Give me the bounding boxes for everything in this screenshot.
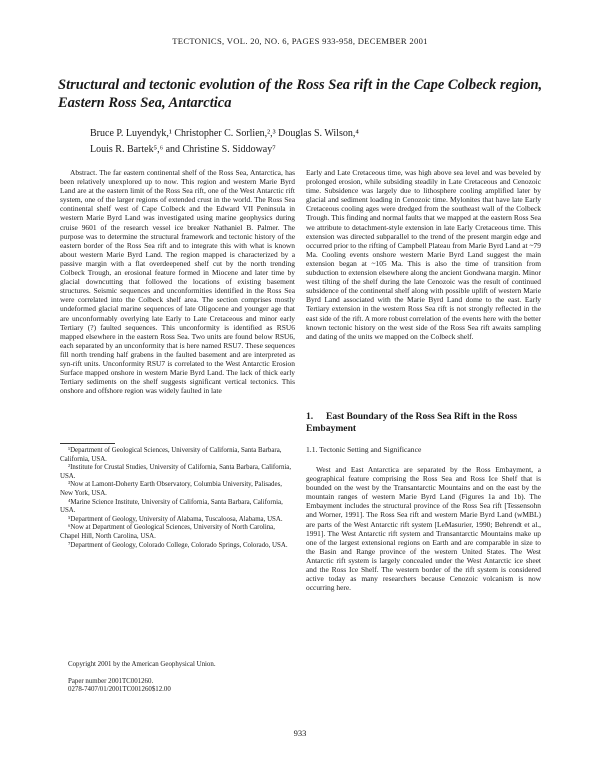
author-line-1: Bruce P. Luyendyk,¹ Christopher C. Sorlien,²,³ Douglas S. Wilson,⁴	[90, 128, 359, 139]
journal-header: TECTONICS, VOL. 20, NO. 6, PAGES 933-958, DECEMBER 2001	[172, 36, 428, 46]
subsection-heading: 1.1. Tectonic Setting and Significance	[306, 445, 422, 454]
footnote: ³Now at Lamont-Doherty Earth Observatory, Columbia University, Palisades, New York, USA.	[60, 481, 282, 497]
abstract-column	[60, 168, 295, 395]
abstract-label: Abstract.	[70, 168, 98, 177]
section-body-column	[306, 465, 541, 592]
author-list	[90, 126, 540, 158]
footnote: ⁵Department of Geology, University of Alabama, Tuscaloosa, Alabama, USA.	[68, 515, 283, 523]
paper-title: Structural and tectonic evolution of the Ross Sea rift in the Cape Colbeck region, Eastern Ross Sea, Antarctica	[58, 77, 543, 111]
abstract-text: The far eastern continental shelf of the Ross Sea, Antarctica, has been relatively unexplored up to now. This region and western Marie Byrd Land are at the eastern limit of the Ross Sea rift, one of the West Antarctic rift system, one of the larger regions of extended crust in the world. The Ross Sea continental shelf west of Cape Colbeck and the Edward VII Peninsula in western Marie Byrd Land was investigated using marine geophysics during cruise 9601 of the research vessel ice breaker Nathaniel B. Palmer. The purpose was to determine the structural framework and tectonic history of the eastern border of the Ross Sea rift and to integrate this with what is known about western Marie Byrd Land. The region mapped is characterized by a passive margin with a flat overdeepened shelf cut by the north trending Colbeck Trough, an erosional feature formed in Miocene and later time by glacial downcutting that followed the locations of existing basement structures. Seismic sequences and unconformities identified in the Ross Sea were correlated into the Colbeck shelf area. The section comprises mostly undeformed glacial marine sequences of late Oligocene and younger age that are unconformably overlying late Early to Late Cretaceous and minor early Tertiary (?) faulted sequences. This unconformity is identified as RSU6 mapped elsewhere in the eastern Ross Sea. Two units are found below RSU6, each separated by an unconformity that is here named RSU7. These sequences fill north trending half grabens in the faulted basement and are interpreted as syn-rift units. Unconformity RSU7 is correlated to the West Antarctic Erosion Surface mapped onshore in western Marie Byrd Land. The lack of thick early Tertiary sediments on the shelf suggests significant vertical tectonics. This onshore and offshore region was widely faulted in late	[60, 168, 295, 396]
abstract-paragraph	[60, 168, 295, 395]
footnote: ⁴Marine Science Institute, University of California, Santa Barbara, California, USA.	[60, 498, 283, 515]
copyright-notice: Copyright 2001 by the American Geophysical Union.	[68, 661, 216, 668]
abstract-continuation-column	[306, 168, 541, 341]
page-number: 933	[293, 728, 307, 738]
issn-code: 0278-7407/01/2001TC001260$12.00	[68, 686, 171, 694]
affiliation-footnotes	[60, 447, 295, 550]
abstract-continuation: Early and Late Cretaceous time, was high above sea level and was beveled by prolonged erosion, while subsiding steadily in Late Cretaceous and Cenozoic time. Subsidence was largely due to lithosphere cooling amplified later by glacial and sediment loading in Cenozoic time. Mylonites that have late Early Cretaceous cooling ages were dredged from the southeast wall of the Colbeck Trough. This finding and normal faults that we mapped at the eastern Ross Sea we attribute to detachment-style extension in late Early Cretaceous time. This extension was directed subparallel to the trend of the present margin edge and occurred prior to the rifting of Campbell Plateau from Marie Byrd Land at ~79 Ma. Cooling events onshore western Marie Byrd Land suggest the main extension began at ~105 Ma. This is also the time of transition from subduction to extension elsewhere along the ancient Gondwana margin. Minor west tilting of the shelf during the late Cenozoic was the result of continued subsidence of the continental shelf along with possible uplift of western Marie Byrd Land associated with the Marie Byrd Land dome to the east. Early Tertiary extension in the western Ross Sea rift is not strongly reflected in the east side of the rift. A more robust correlation of the events here with the better known tectonic history on the west side of the Ross Sea rift awaits sampling and dating of the units we mapped on the Colbeck shelf.	[306, 168, 541, 341]
section-title: East Boundary of the Ross Sea Rift in the Ross Embayment	[306, 411, 518, 434]
author-line-2: Louis R. Bartek⁵,⁶ and Christine S. Siddoway⁷	[90, 144, 276, 155]
section-number: 1.	[306, 411, 314, 422]
copyright-block	[60, 661, 295, 695]
footnote: ⁶Now at Department of Geological Sciences, University of North Carolina, Chapel Hill, North Carolina, USA.	[60, 524, 275, 540]
footnote: ²Institute for Crustal Studies, University of California, Santa Barbara, California, USA.	[60, 464, 292, 480]
section-heading	[306, 411, 546, 434]
paper-number: Paper number 2001TC001260.	[68, 677, 154, 685]
footnote: ¹Department of Geological Sciences, University of California, Santa Barbara, California, USA.	[60, 447, 282, 463]
footnote: ⁷Department of Geology, Colorado College, Colorado Springs, Colorado, USA.	[68, 541, 288, 549]
footnote-divider	[60, 443, 115, 444]
section-paragraph: West and East Antarctica are separated by the Ross Embayment, a geographical feature comprising the Ross Sea and Ross Ice Shelf that is bounded on the west by the Transantarctic Mountains and on the east by the mountain ranges of western Marie Byrd Land (Figures 1a and 1b). The Embayment includes the structural province of the Ross Sea rift [Tessensohn and Worner, 1991]. The Ross Sea rift and western Marie Byrd Land (wMBL) are parts of the West Antarctic rift system [LeMasurier, 1990; Behrendt et al., 1991]. The West Antarctic rift system and Transantarctic Mountains make up one of the largest extensional regions on Earth and are comparable in size to the Basin and Range province of the western United States. The West Antarctic rift system is largely concealed under the West Antarctic ice sheet and the Ross Ice Shelf. The western border of the rift system is considered active today as many researchers because Cenozoic volcanism is now occurring here.	[306, 465, 541, 593]
